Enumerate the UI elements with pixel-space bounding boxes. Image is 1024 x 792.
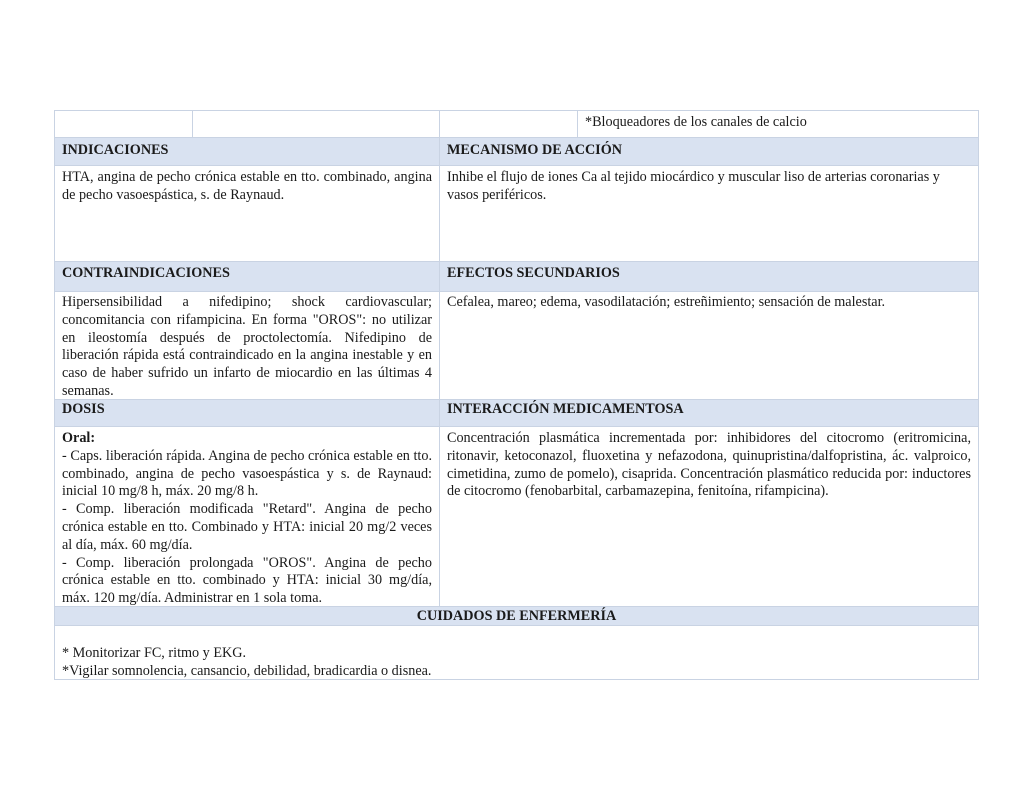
dosis-body (54, 426, 440, 607)
efectos-body (439, 291, 979, 400)
cuidados-item-vigilar: *Vigilar somnolencia, cansancio, debilidad, bradicardia o disnea. (62, 662, 432, 679)
contraindicaciones-body (54, 291, 440, 400)
dosis-item-oros: - Comp. liberación prolongada "OROS". Angina de pecho crónica estable en tto. combinado y HTA: inicial 30 mg/día, máx. 120 mg/día. Administrar en 1 sola toma. (62, 554, 432, 607)
indicaciones-title: INDICACIONES (62, 142, 169, 158)
dosis-item-rapida: - Caps. liberación rápida. Angina de pecho crónica estable en tto. combinado, angina de pecho vasoespástica y s. de Raynaud: inicial 10 mg/8 h, máx. 20 mg/8 h. (62, 447, 432, 500)
cuidados-item-monitorizar: * Monitorizar FC, ritmo y EKG. (62, 645, 247, 661)
contraindicaciones-text: Hipersensibilidad a nifedipino; shock cardiovascular; concomitancia con rifampicina. En forma "OROS": no utilizar en ileostomía después de proctolectomía. Nifedipino de liberación rápida está contraindicado en la angina inestable y en caso de haber sufrido un infarto de miocardio en las últimas 4 semanas. (62, 294, 432, 399)
dosis-item-retard: - Comp. liberación modificada "Retard". Angina de pecho crónica estable en tto. Combinado y HTA: inicial 20 mg/2 veces al día, máx. 60 mg/día. (62, 501, 432, 553)
top-empty-cell-1 (54, 110, 193, 138)
mecanismo-header (439, 137, 979, 166)
top-empty-cell-3 (439, 110, 578, 138)
efectos-title: EFECTOS SECUNDARIOS (447, 265, 620, 281)
drug-class-label: *Bloqueadores de los canales de calcio (585, 114, 807, 130)
cuidados-body (54, 625, 979, 680)
indicaciones-text: HTA, angina de pecho crónica estable en tto. combinado, angina de pecho vasoespástica, s. de Raynaud. (62, 169, 432, 203)
indicaciones-header (54, 137, 440, 166)
efectos-text: Cefalea, mareo; edema, vasodilatación; estreñimiento; sensación de malestar. (447, 294, 886, 310)
interaccion-title: INTERACCIÓN MEDICAMENTOSA (447, 401, 684, 417)
top-empty-cell-2 (192, 110, 440, 138)
dosis-header (54, 399, 440, 427)
efectos-header (439, 261, 979, 292)
contraindicaciones-header (54, 261, 440, 292)
cuidados-header (54, 606, 979, 626)
drug-class-cell (577, 110, 979, 138)
indicaciones-body (54, 165, 440, 262)
mecanismo-text: Inhibe el flujo de iones Ca al tejido miocárdico y muscular liso de arterias coronarias y vasos periféricos. (447, 169, 940, 203)
contraindicaciones-title: CONTRAINDICACIONES (62, 265, 230, 281)
cuidados-title: CUIDADOS DE ENFERMERÍA (416, 608, 617, 624)
dosis-title: DOSIS (62, 401, 105, 417)
interaccion-text: Concentración plasmática incrementada por: inhibidores del citocromo (eritromicina, ritonavir, ketoconazol, fluoxetina y nefazodona, quinupristina/dalfopristina, ác. valproico, cimetidina, zumo de pomelo), cisaprida. Concentración plasmático reducida por: inductores de citocromo (fenobarbital, carbamazepina, fenitoína, rifampicina). (447, 430, 971, 500)
interaccion-header (439, 399, 979, 427)
mecanismo-body (439, 165, 979, 262)
interaccion-body (439, 426, 979, 607)
mecanismo-title: MECANISMO DE ACCIÓN (447, 142, 622, 158)
dosis-route: Oral: (62, 430, 96, 446)
